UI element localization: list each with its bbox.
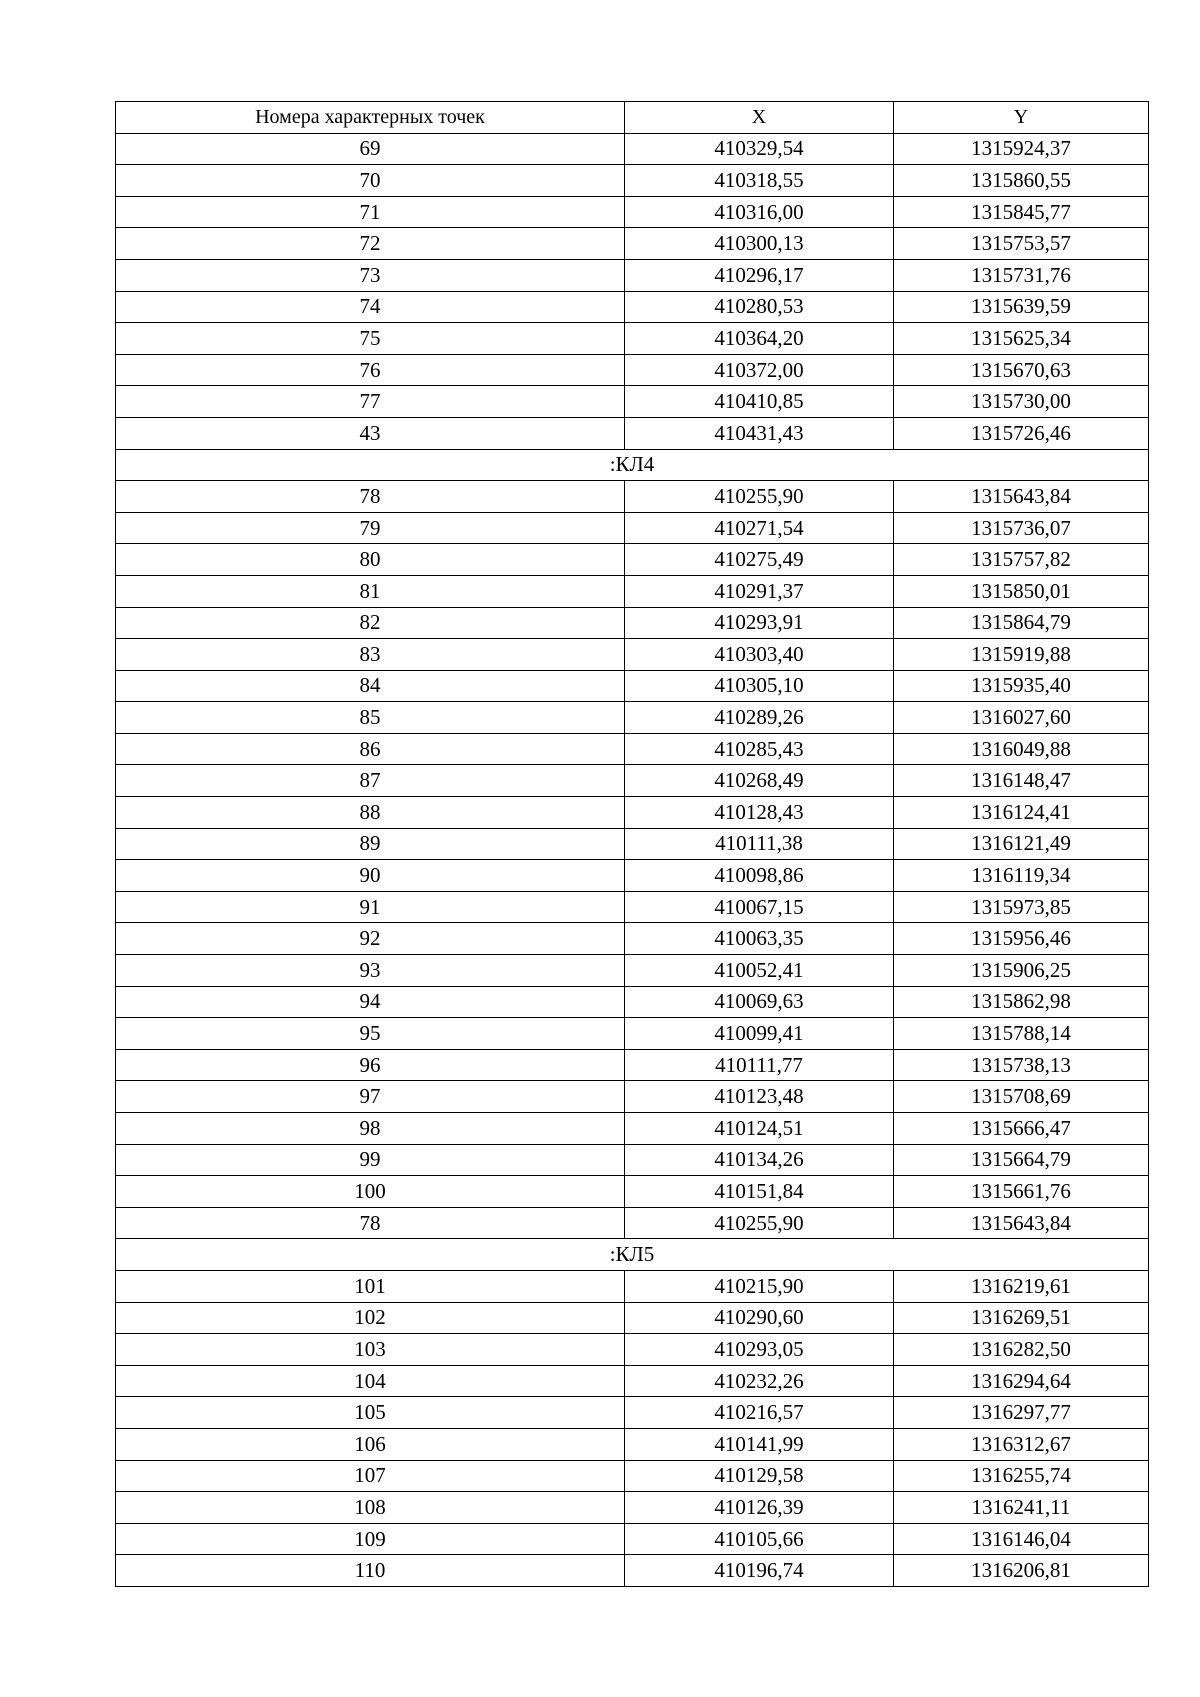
point-number-cell: 102 bbox=[116, 1302, 625, 1334]
table-header-row bbox=[116, 102, 1149, 134]
x-coordinate-cell: 410285,43 bbox=[625, 733, 894, 765]
point-number-cell: 80 bbox=[116, 544, 625, 576]
point-number-cell: 72 bbox=[116, 228, 625, 260]
table-row bbox=[116, 417, 1149, 449]
table-row bbox=[116, 1334, 1149, 1366]
x-coordinate-cell: 410069,63 bbox=[625, 986, 894, 1018]
x-coordinate-cell: 410126,39 bbox=[625, 1492, 894, 1524]
x-coordinate-cell: 410364,20 bbox=[625, 323, 894, 355]
x-coordinate-cell: 410105,66 bbox=[625, 1523, 894, 1555]
y-coordinate-cell: 1316206,81 bbox=[894, 1555, 1149, 1587]
point-number-cell: 87 bbox=[116, 765, 625, 797]
x-coordinate-cell: 410216,57 bbox=[625, 1397, 894, 1429]
y-coordinate-cell: 1316148,47 bbox=[894, 765, 1149, 797]
x-coordinate-cell: 410280,53 bbox=[625, 291, 894, 323]
point-number-cell: 108 bbox=[116, 1492, 625, 1524]
x-coordinate-cell: 410290,60 bbox=[625, 1302, 894, 1334]
x-coordinate-cell: 410300,13 bbox=[625, 228, 894, 260]
y-coordinate-cell: 1316121,49 bbox=[894, 828, 1149, 860]
point-number-cell: 95 bbox=[116, 1018, 625, 1050]
table-row bbox=[116, 1176, 1149, 1208]
table-row bbox=[116, 1144, 1149, 1176]
y-coordinate-cell: 1315973,85 bbox=[894, 891, 1149, 923]
point-number-cell: 89 bbox=[116, 828, 625, 860]
y-coordinate-cell: 1315643,84 bbox=[894, 481, 1149, 513]
x-coordinate-cell: 410098,86 bbox=[625, 860, 894, 892]
table-row bbox=[116, 354, 1149, 386]
section-row bbox=[116, 1239, 1149, 1271]
x-coordinate-cell: 410111,38 bbox=[625, 828, 894, 860]
point-number-cell: 75 bbox=[116, 323, 625, 355]
x-coordinate-cell: 410123,48 bbox=[625, 1081, 894, 1113]
table-row bbox=[116, 955, 1149, 987]
x-coordinate-cell: 410275,49 bbox=[625, 544, 894, 576]
table-row bbox=[116, 1113, 1149, 1145]
table-row bbox=[116, 386, 1149, 418]
point-number-cell: 101 bbox=[116, 1270, 625, 1302]
y-coordinate-cell: 1315666,47 bbox=[894, 1113, 1149, 1145]
y-coordinate-cell: 1316269,51 bbox=[894, 1302, 1149, 1334]
y-coordinate-cell: 1315625,34 bbox=[894, 323, 1149, 355]
header-x: X bbox=[625, 102, 894, 134]
y-coordinate-cell: 1315788,14 bbox=[894, 1018, 1149, 1050]
point-number-cell: 78 bbox=[116, 1207, 625, 1239]
table-body bbox=[116, 133, 1149, 1586]
x-coordinate-cell: 410255,90 bbox=[625, 481, 894, 513]
y-coordinate-cell: 1316146,04 bbox=[894, 1523, 1149, 1555]
point-number-cell: 76 bbox=[116, 354, 625, 386]
table-row bbox=[116, 765, 1149, 797]
y-coordinate-cell: 1315736,07 bbox=[894, 512, 1149, 544]
point-number-cell: 93 bbox=[116, 955, 625, 987]
point-number-cell: 106 bbox=[116, 1428, 625, 1460]
y-coordinate-cell: 1315919,88 bbox=[894, 639, 1149, 671]
table-row bbox=[116, 1397, 1149, 1429]
y-coordinate-cell: 1315639,59 bbox=[894, 291, 1149, 323]
y-coordinate-cell: 1316312,67 bbox=[894, 1428, 1149, 1460]
table-row bbox=[116, 1492, 1149, 1524]
y-coordinate-cell: 1315956,46 bbox=[894, 923, 1149, 955]
y-coordinate-cell: 1315664,79 bbox=[894, 1144, 1149, 1176]
y-coordinate-cell: 1315860,55 bbox=[894, 165, 1149, 197]
x-coordinate-cell: 410124,51 bbox=[625, 1113, 894, 1145]
header-point-number: Номера характерных точек bbox=[116, 102, 625, 134]
x-coordinate-cell: 410067,15 bbox=[625, 891, 894, 923]
document-page bbox=[115, 101, 1148, 1587]
point-number-cell: 98 bbox=[116, 1113, 625, 1145]
table-row bbox=[116, 1523, 1149, 1555]
point-number-cell: 84 bbox=[116, 670, 625, 702]
point-number-cell: 94 bbox=[116, 986, 625, 1018]
x-coordinate-cell: 410232,26 bbox=[625, 1365, 894, 1397]
y-coordinate-cell: 1316049,88 bbox=[894, 733, 1149, 765]
point-number-cell: 90 bbox=[116, 860, 625, 892]
x-coordinate-cell: 410141,99 bbox=[625, 1428, 894, 1460]
table-row bbox=[116, 607, 1149, 639]
point-number-cell: 107 bbox=[116, 1460, 625, 1492]
x-coordinate-cell: 410215,90 bbox=[625, 1270, 894, 1302]
table-row bbox=[116, 575, 1149, 607]
y-coordinate-cell: 1315850,01 bbox=[894, 575, 1149, 607]
point-number-cell: 105 bbox=[116, 1397, 625, 1429]
y-coordinate-cell: 1315730,00 bbox=[894, 386, 1149, 418]
table-row bbox=[116, 670, 1149, 702]
x-coordinate-cell: 410128,43 bbox=[625, 797, 894, 829]
y-coordinate-cell: 1315864,79 bbox=[894, 607, 1149, 639]
section-title: :КЛ5 bbox=[116, 1239, 1149, 1271]
point-number-cell: 74 bbox=[116, 291, 625, 323]
table-row bbox=[116, 1365, 1149, 1397]
point-number-cell: 97 bbox=[116, 1081, 625, 1113]
x-coordinate-cell: 410318,55 bbox=[625, 165, 894, 197]
point-number-cell: 96 bbox=[116, 1049, 625, 1081]
table-row bbox=[116, 1428, 1149, 1460]
y-coordinate-cell: 1315708,69 bbox=[894, 1081, 1149, 1113]
point-number-cell: 81 bbox=[116, 575, 625, 607]
y-coordinate-cell: 1316294,64 bbox=[894, 1365, 1149, 1397]
table-row bbox=[116, 1049, 1149, 1081]
table-row bbox=[116, 1555, 1149, 1587]
point-number-cell: 85 bbox=[116, 702, 625, 734]
point-number-cell: 71 bbox=[116, 196, 625, 228]
point-number-cell: 70 bbox=[116, 165, 625, 197]
point-number-cell: 92 bbox=[116, 923, 625, 955]
y-coordinate-cell: 1315862,98 bbox=[894, 986, 1149, 1018]
point-number-cell: 73 bbox=[116, 259, 625, 291]
coordinates-table bbox=[115, 101, 1149, 1587]
x-coordinate-cell: 410271,54 bbox=[625, 512, 894, 544]
table-row bbox=[116, 1270, 1149, 1302]
table-row bbox=[116, 891, 1149, 923]
point-number-cell: 88 bbox=[116, 797, 625, 829]
y-coordinate-cell: 1316219,61 bbox=[894, 1270, 1149, 1302]
table-row bbox=[116, 639, 1149, 671]
table-row bbox=[116, 733, 1149, 765]
point-number-cell: 79 bbox=[116, 512, 625, 544]
x-coordinate-cell: 410431,43 bbox=[625, 417, 894, 449]
table-row bbox=[116, 986, 1149, 1018]
y-coordinate-cell: 1316241,11 bbox=[894, 1492, 1149, 1524]
x-coordinate-cell: 410052,41 bbox=[625, 955, 894, 987]
point-number-cell: 69 bbox=[116, 133, 625, 165]
point-number-cell: 109 bbox=[116, 1523, 625, 1555]
table-row bbox=[116, 165, 1149, 197]
point-number-cell: 77 bbox=[116, 386, 625, 418]
y-coordinate-cell: 1315757,82 bbox=[894, 544, 1149, 576]
table-row bbox=[116, 1207, 1149, 1239]
table-row bbox=[116, 923, 1149, 955]
y-coordinate-cell: 1316255,74 bbox=[894, 1460, 1149, 1492]
point-number-cell: 103 bbox=[116, 1334, 625, 1366]
table-row bbox=[116, 860, 1149, 892]
x-coordinate-cell: 410296,17 bbox=[625, 259, 894, 291]
x-coordinate-cell: 410291,37 bbox=[625, 575, 894, 607]
x-coordinate-cell: 410316,00 bbox=[625, 196, 894, 228]
point-number-cell: 86 bbox=[116, 733, 625, 765]
y-coordinate-cell: 1315738,13 bbox=[894, 1049, 1149, 1081]
x-coordinate-cell: 410111,77 bbox=[625, 1049, 894, 1081]
y-coordinate-cell: 1316027,60 bbox=[894, 702, 1149, 734]
table-row bbox=[116, 1081, 1149, 1113]
table-row bbox=[116, 1460, 1149, 1492]
section-row bbox=[116, 449, 1149, 481]
y-coordinate-cell: 1316119,34 bbox=[894, 860, 1149, 892]
table-row bbox=[116, 291, 1149, 323]
point-number-cell: 83 bbox=[116, 639, 625, 671]
y-coordinate-cell: 1315845,77 bbox=[894, 196, 1149, 228]
table-row bbox=[116, 544, 1149, 576]
point-number-cell: 100 bbox=[116, 1176, 625, 1208]
x-coordinate-cell: 410329,54 bbox=[625, 133, 894, 165]
x-coordinate-cell: 410255,90 bbox=[625, 1207, 894, 1239]
x-coordinate-cell: 410099,41 bbox=[625, 1018, 894, 1050]
y-coordinate-cell: 1316124,41 bbox=[894, 797, 1149, 829]
header-y: Y bbox=[894, 102, 1149, 134]
table-row bbox=[116, 196, 1149, 228]
table-row bbox=[116, 797, 1149, 829]
y-coordinate-cell: 1315670,63 bbox=[894, 354, 1149, 386]
y-coordinate-cell: 1315643,84 bbox=[894, 1207, 1149, 1239]
table-row bbox=[116, 228, 1149, 260]
y-coordinate-cell: 1316282,50 bbox=[894, 1334, 1149, 1366]
y-coordinate-cell: 1315935,40 bbox=[894, 670, 1149, 702]
point-number-cell: 99 bbox=[116, 1144, 625, 1176]
x-coordinate-cell: 410372,00 bbox=[625, 354, 894, 386]
x-coordinate-cell: 410129,58 bbox=[625, 1460, 894, 1492]
table-row bbox=[116, 1018, 1149, 1050]
point-number-cell: 43 bbox=[116, 417, 625, 449]
table-row bbox=[116, 702, 1149, 734]
y-coordinate-cell: 1315731,76 bbox=[894, 259, 1149, 291]
table-row bbox=[116, 481, 1149, 513]
x-coordinate-cell: 410303,40 bbox=[625, 639, 894, 671]
x-coordinate-cell: 410134,26 bbox=[625, 1144, 894, 1176]
y-coordinate-cell: 1315661,76 bbox=[894, 1176, 1149, 1208]
y-coordinate-cell: 1315726,46 bbox=[894, 417, 1149, 449]
table-row bbox=[116, 512, 1149, 544]
x-coordinate-cell: 410293,91 bbox=[625, 607, 894, 639]
x-coordinate-cell: 410410,85 bbox=[625, 386, 894, 418]
table-row bbox=[116, 828, 1149, 860]
table-row bbox=[116, 133, 1149, 165]
x-coordinate-cell: 410293,05 bbox=[625, 1334, 894, 1366]
y-coordinate-cell: 1315753,57 bbox=[894, 228, 1149, 260]
x-coordinate-cell: 410289,26 bbox=[625, 702, 894, 734]
table-row bbox=[116, 323, 1149, 355]
x-coordinate-cell: 410305,10 bbox=[625, 670, 894, 702]
section-title: :КЛ4 bbox=[116, 449, 1149, 481]
x-coordinate-cell: 410268,49 bbox=[625, 765, 894, 797]
table-row bbox=[116, 1302, 1149, 1334]
x-coordinate-cell: 410063,35 bbox=[625, 923, 894, 955]
y-coordinate-cell: 1316297,77 bbox=[894, 1397, 1149, 1429]
x-coordinate-cell: 410151,84 bbox=[625, 1176, 894, 1208]
point-number-cell: 104 bbox=[116, 1365, 625, 1397]
y-coordinate-cell: 1315906,25 bbox=[894, 955, 1149, 987]
y-coordinate-cell: 1315924,37 bbox=[894, 133, 1149, 165]
point-number-cell: 91 bbox=[116, 891, 625, 923]
point-number-cell: 78 bbox=[116, 481, 625, 513]
point-number-cell: 82 bbox=[116, 607, 625, 639]
point-number-cell: 110 bbox=[116, 1555, 625, 1587]
table-row bbox=[116, 259, 1149, 291]
x-coordinate-cell: 410196,74 bbox=[625, 1555, 894, 1587]
